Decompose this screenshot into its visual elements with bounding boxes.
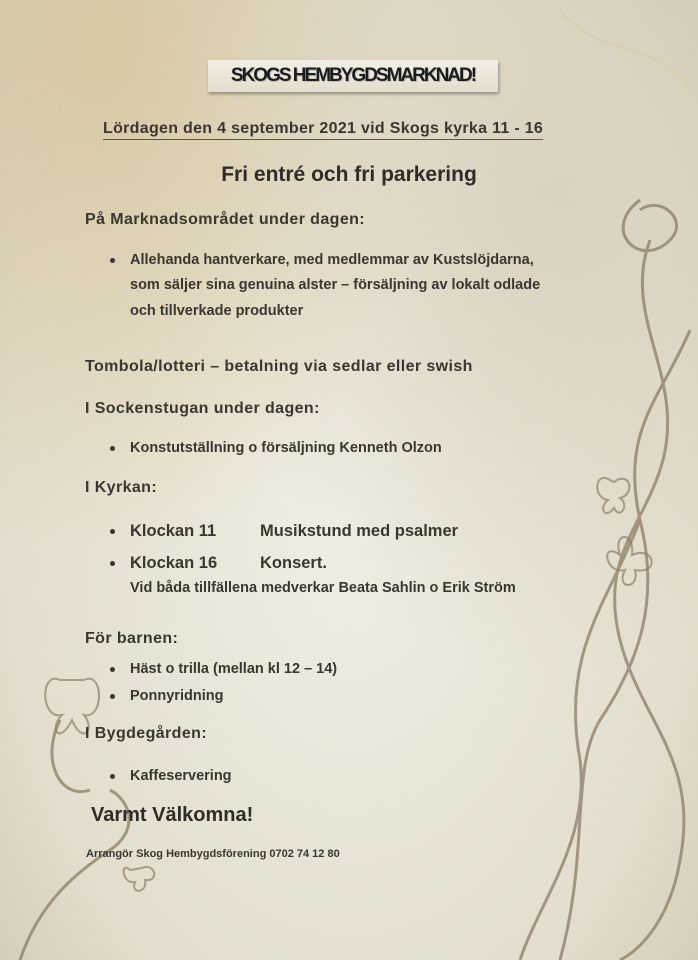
- list-item: som säljer sina genuina alster – försäljning av lokalt odlade: [130, 277, 541, 293]
- market-heading: På Marknadsområdet under dagen:: [85, 211, 366, 228]
- list-item: [130, 550, 327, 576]
- tombola-text: Tombola/lotteri – betalning via sedlar eller swish: [85, 358, 473, 375]
- welcome-text: Varmt Välkomna!: [91, 804, 254, 826]
- headline: Fri entré och fri parkering: [221, 163, 477, 186]
- poster-title: SKOGS HEMBYGDSMARKNAD!: [208, 60, 498, 92]
- event-text: Konsert.: [260, 554, 327, 572]
- event-text: Musikstund med psalmer: [260, 522, 459, 540]
- kyrkan-heading: I Kyrkan:: [85, 479, 158, 496]
- list-item: Allehanda hantverkare, med medlemmar av Kustslöjdarna,: [130, 247, 534, 273]
- date-line: Lördagen den 4 september 2021 vid Skogs kyrka 11 - 16: [103, 120, 543, 140]
- sockenstugan-heading: I Sockenstugan under dagen:: [85, 400, 320, 417]
- event-time: Klockan 11: [130, 522, 217, 540]
- list-item: Häst o trilla (mellan kl 12 – 14): [130, 656, 337, 682]
- barnen-heading: För barnen:: [85, 630, 179, 647]
- list-item: Ponnyridning: [130, 683, 223, 709]
- list-item: Kaffeservering: [130, 763, 232, 789]
- event-note: Vid båda tillfällena medverkar Beata Sahlin o Erik Ström: [130, 580, 516, 596]
- event-time: Klockan 16: [130, 554, 218, 572]
- footer-organizer: Arrangör Skog Hembygdsförening 0702 74 12 80: [86, 848, 340, 860]
- bygdegarden-heading: I Bygdegården:: [85, 725, 208, 742]
- list-item: och tillverkade produkter: [130, 303, 304, 319]
- list-item: Konstutställning o försäljning Kenneth Olzon: [130, 435, 442, 461]
- list-item: [130, 518, 458, 544]
